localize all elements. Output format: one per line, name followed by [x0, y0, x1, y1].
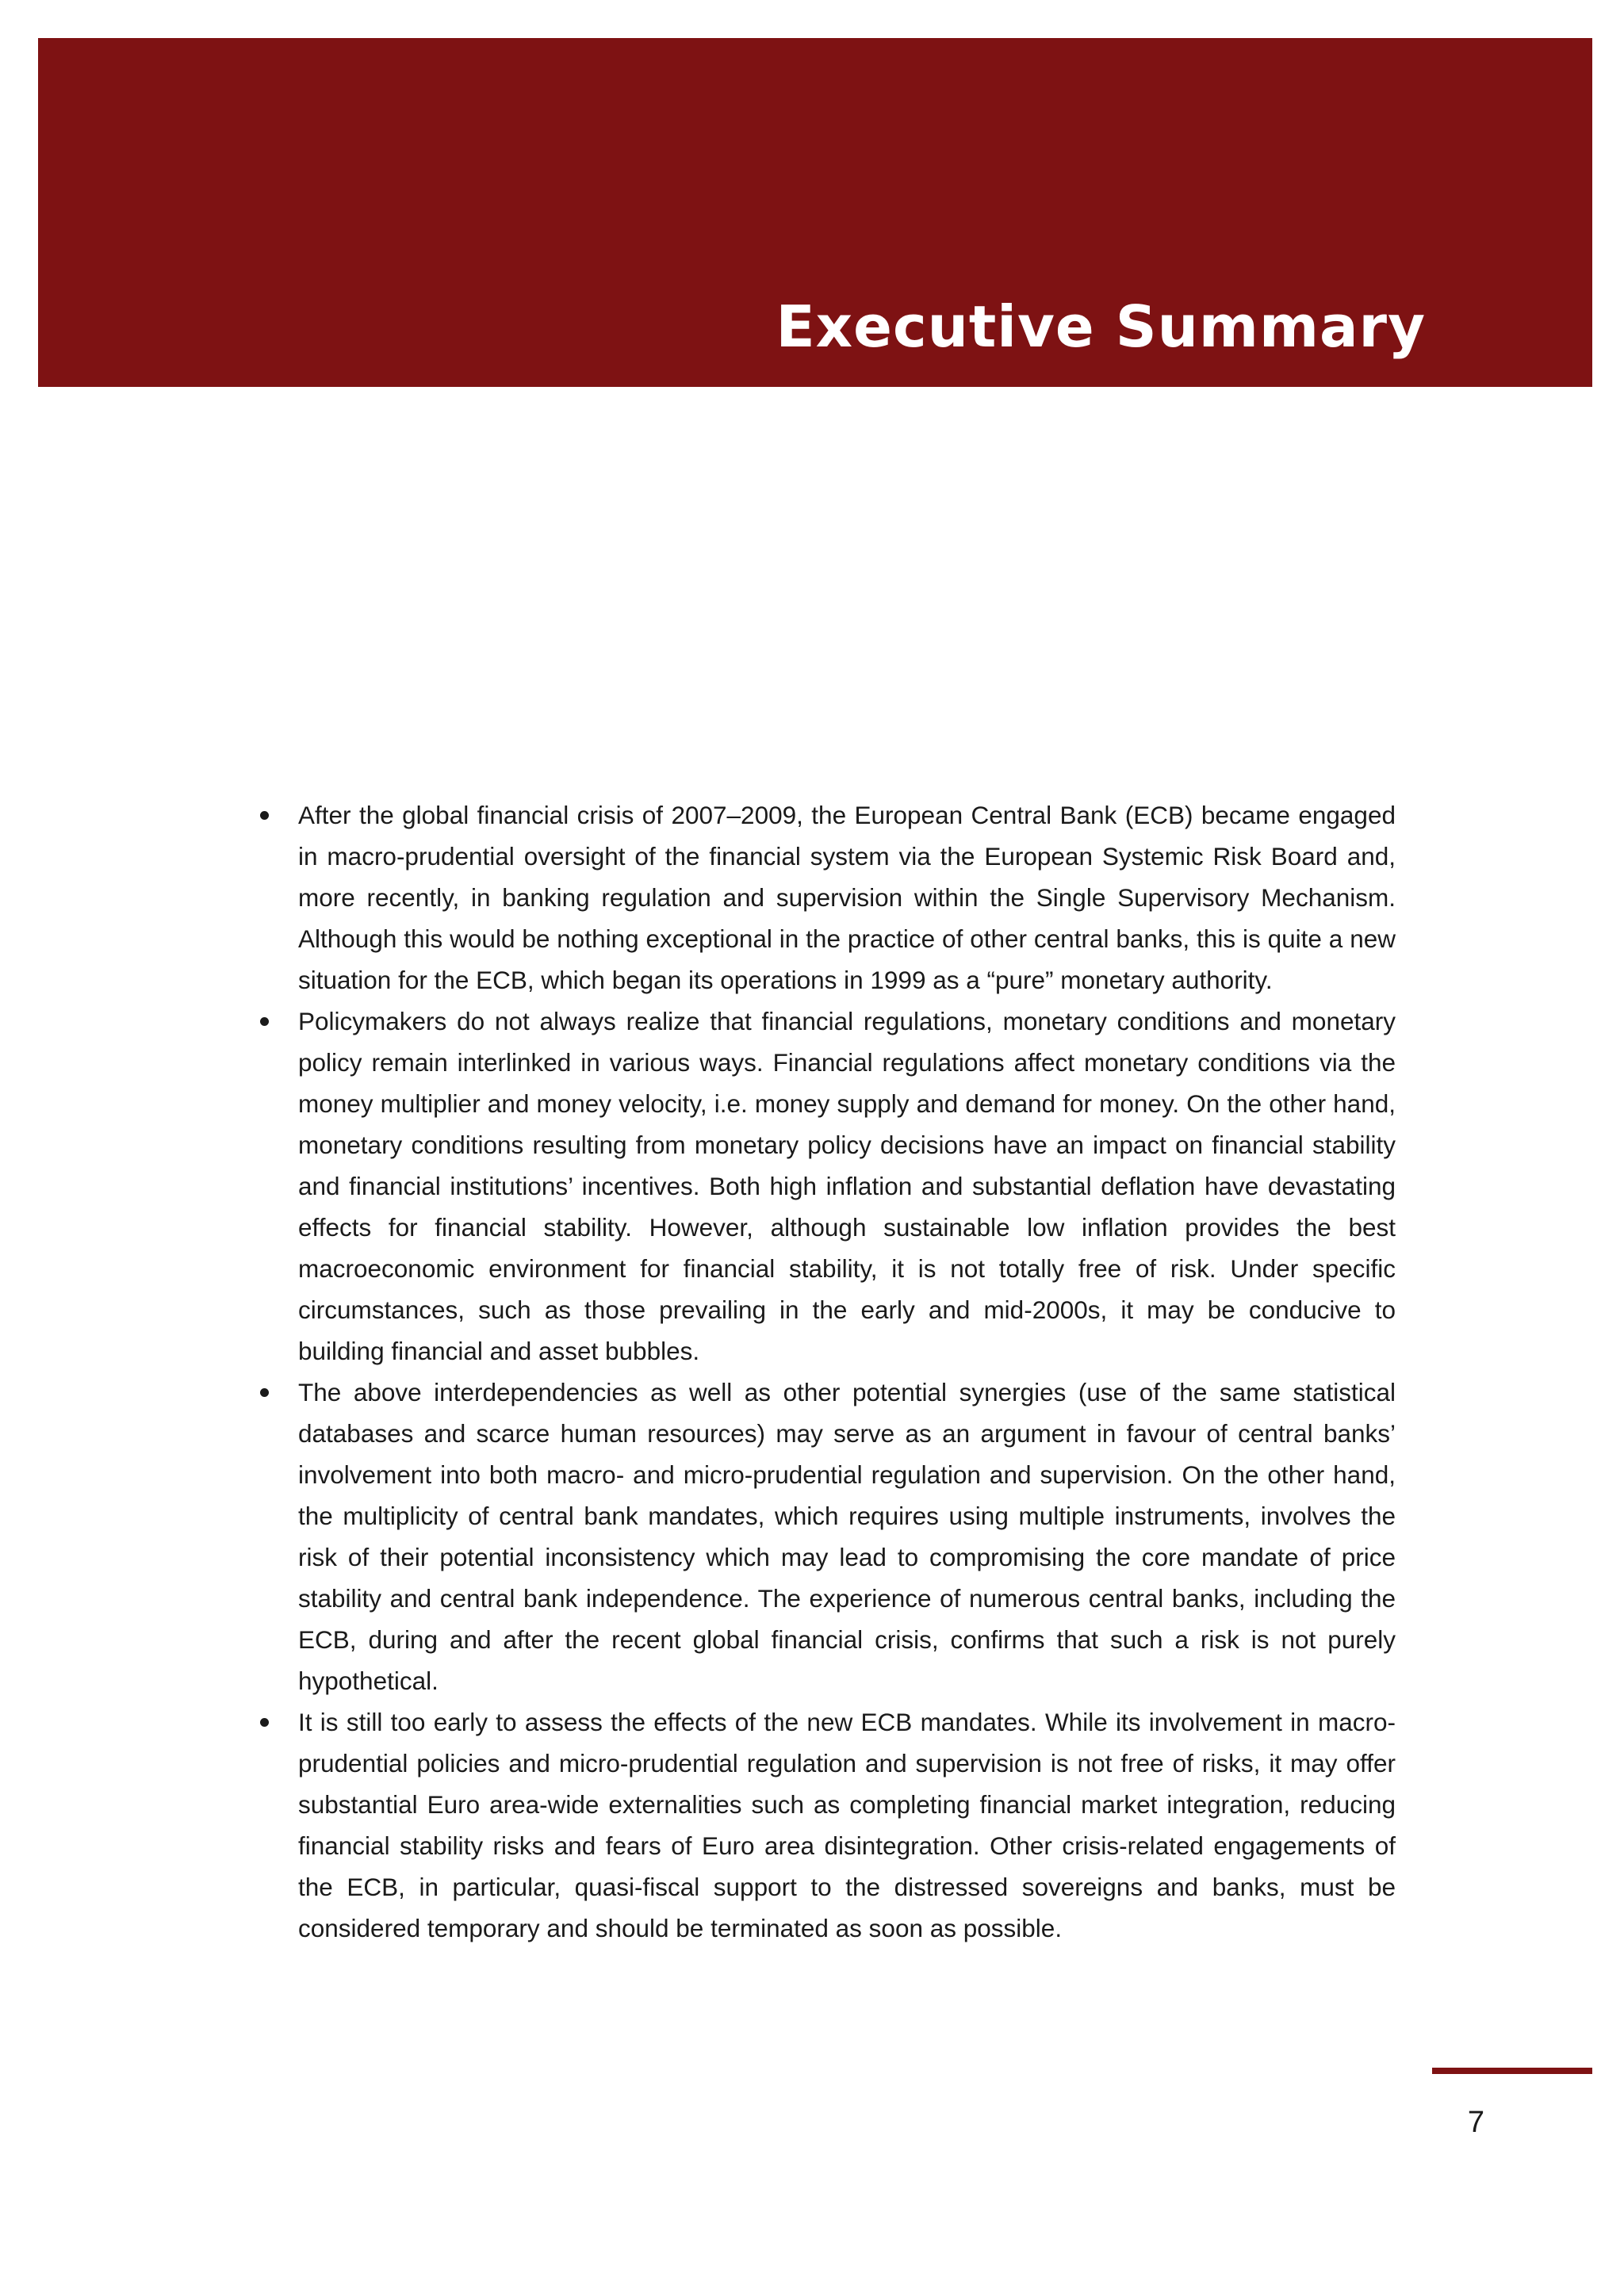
list-item — [254, 1701, 1396, 1949]
footer-rule — [1432, 2068, 1592, 2074]
list-item-text: It is still too early to assess the effects of the new ECB mandates. While its involvement in macro-prudential policies and micro-prudential regulation and supervision is not free of risks, it may offer substantial Euro area-wide externalities such as completing financial market integration, reducing financial stability risks and fears of Euro area disintegration. Other crisis-related engagements of the ECB, in particular, quasi-fiscal support to the distressed sovereigns and banks, must be considered temporary and should be terminated as soon as possible. — [298, 1708, 1396, 1942]
page-title: Executive Summary — [776, 293, 1426, 360]
bullet-icon — [260, 1388, 269, 1397]
list-item-text: Policymakers do not always realize that financial regulations, monetary conditions and monetary policy remain interlinked in various ways. Financial regulations affect monetary conditions via the money multiplier and money velocity, i.e. money supply and demand for money. On the other hand, monetary conditions resulting from monetary policy decisions have an impact on financial stability and financial institutions’ incentives. Both high inflation and substantial deflation have devastating effects for financial stability. However, although sustainable low inflation provides the best macroeconomic environment for financial stability, it is not totally free of risk. Under specific circumstances, such as those prevailing in the early and mid-2000s, it may be conducive to building financial and asset bubbles. — [298, 1007, 1396, 1365]
page-number: 7 — [1467, 2106, 1484, 2139]
list-item-text: The above interdependencies as well as other potential synergies (use of the same statistical databases and scarce human resources) may serve as an argument in favour of central banks’ involvement into both macro- and micro-prudential regulation and supervision. On the other hand, the multiplicity of central bank mandates, which requires using multiple instruments, involves the risk of their potential inconsistency which may lead to compromising the core mandate of price stability and central bank independence. The experience of numerous central banks, including the ECB, during and after the recent global financial crisis, confirms that such a risk is not purely hypothetical. — [298, 1378, 1396, 1695]
list-item — [254, 1001, 1396, 1372]
bullet-icon — [260, 811, 269, 820]
list-item — [254, 794, 1396, 1001]
bullet-icon — [260, 1017, 269, 1026]
list-item — [254, 1372, 1396, 1701]
executive-summary-list — [254, 794, 1396, 1949]
bullet-icon — [260, 1718, 269, 1727]
list-item-text: After the global financial crisis of 2007–2009, the European Central Bank (ECB) became engaged in macro-prudential oversight of the financial system via the European Systemic Risk Board and, more recently, in banking regulation and supervision within the Single Supervisory Mechanism. Although this would be nothing exceptional in the practice of other central banks, this is quite a new situation for the ECB, which began its operations in 1999 as a “pure” monetary authority. — [298, 801, 1396, 994]
